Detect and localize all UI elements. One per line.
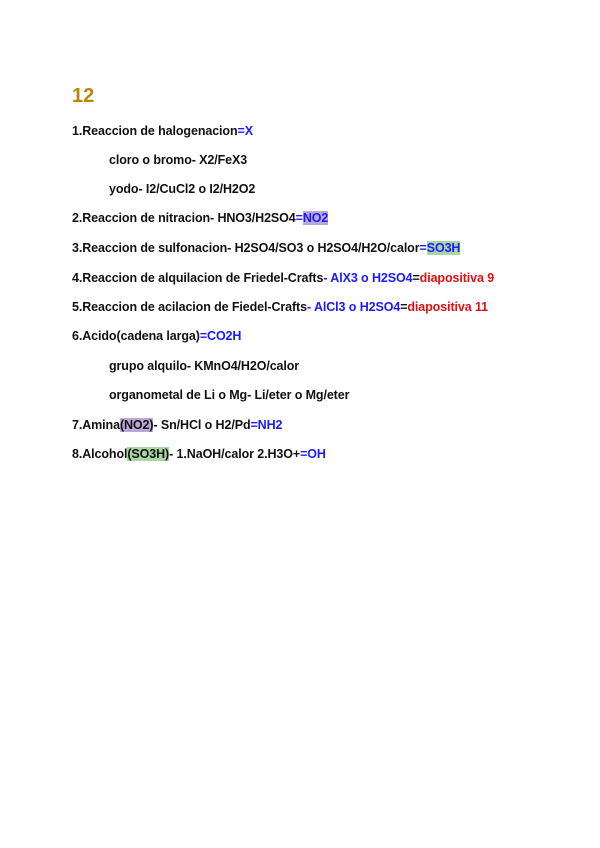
reaction-nitracion xyxy=(72,211,328,225)
catalyst: - AlX3 o H2SO4 xyxy=(323,271,413,285)
slide-reference: diapositiva 9 xyxy=(419,271,495,285)
reaction-label: 8.Alcohol xyxy=(72,447,128,461)
equals: = xyxy=(295,211,303,225)
reagent-text: - Sn/HCl o H2/Pd xyxy=(153,418,251,432)
reaction-label: 2.Reaccion de nitracion- HNO3/H2SO4 xyxy=(72,211,296,225)
reaction-sulfonacion xyxy=(72,241,460,255)
reaction-halogenacion xyxy=(72,124,253,138)
slide-reference: diapositiva 11 xyxy=(407,300,488,314)
catalyst: - AlCl3 o H2SO4 xyxy=(306,300,401,314)
precursor-highlight: (SO3H) xyxy=(127,447,170,461)
product: =X xyxy=(237,124,253,138)
page-title: 12 xyxy=(72,85,95,107)
reagent-text: grupo alquilo- KMnO4/H2O/calor xyxy=(109,359,300,373)
reaction-label: 7.Amina xyxy=(72,418,120,432)
product: =CO2H xyxy=(199,329,242,343)
reagent-cloro-bromo xyxy=(109,153,247,167)
reaction-label: 3.Reaccion de sulfonacion- H2SO4/SO3 o H2SO4/H2O/calor xyxy=(72,241,420,255)
equals: = xyxy=(412,271,420,285)
product: =NH2 xyxy=(250,418,283,432)
reagent-yodo xyxy=(109,182,255,196)
equals: = xyxy=(400,300,408,314)
reagent-grupo-alquilo xyxy=(109,359,299,373)
reaction-label: 6.Acido(cadena larga) xyxy=(72,329,200,343)
equals: = xyxy=(419,241,427,255)
reagent-text: cloro o bromo- X2/FeX3 xyxy=(109,153,248,167)
product-highlight: SO3H xyxy=(426,241,461,255)
reagent-text: organometal de Li o Mg- Li/eter o Mg/eter xyxy=(109,388,350,402)
reaction-label: 5.Reaccion de acilacion de Fiedel-Crafts xyxy=(72,300,307,314)
product-highlight: NO2 xyxy=(302,211,329,225)
product: =OH xyxy=(300,447,326,461)
reaction-acilacion xyxy=(72,300,488,314)
reagent-text: yodo- I2/CuCl2 o I2/H2O2 xyxy=(109,182,256,196)
reaction-alquilacion xyxy=(72,271,494,285)
reaction-alcohol xyxy=(72,447,326,461)
reagent-text: - 1.NaOH/calor 2.H3O+ xyxy=(169,447,301,461)
reagent-organometal xyxy=(109,388,349,402)
reaction-label: 1.Reaccion de halogenacion xyxy=(72,124,238,138)
precursor-highlight: (NO2) xyxy=(119,418,154,432)
reaction-label: 4.Reaccion de alquilacion de Friedel-Crafts xyxy=(72,271,324,285)
reaction-amina xyxy=(72,418,282,432)
reaction-acido xyxy=(72,329,241,343)
